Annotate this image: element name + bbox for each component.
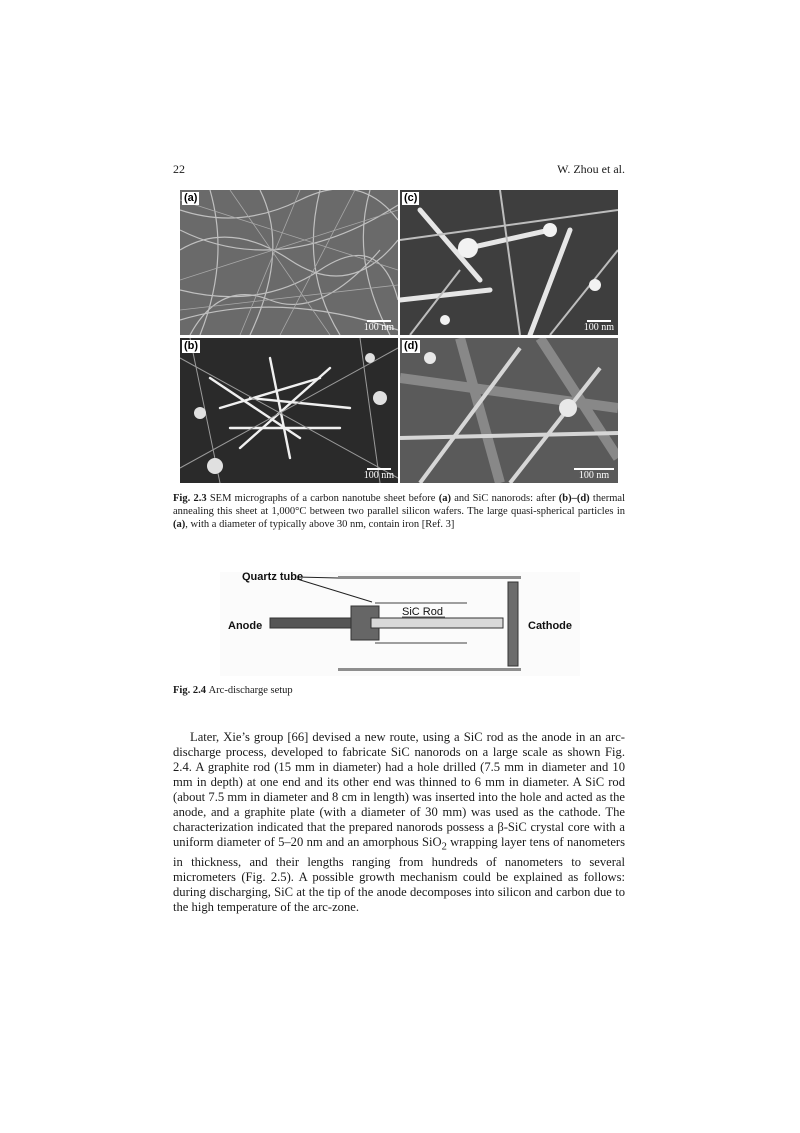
sem-panel-a bbox=[180, 190, 398, 335]
scale-bar-d: 100 nm bbox=[574, 468, 614, 481]
quartz-tube-top bbox=[338, 576, 521, 579]
sem-image-b bbox=[180, 338, 398, 483]
anode-rod bbox=[270, 618, 352, 628]
caption-ref: (a) bbox=[438, 493, 451, 504]
sem-image-d bbox=[400, 338, 618, 483]
caption-ref: (a) bbox=[173, 519, 186, 530]
subscript-2: 2 bbox=[441, 841, 447, 853]
panel-label-d: (d) bbox=[404, 340, 419, 352]
sic-rod bbox=[371, 618, 503, 628]
scale-bar-a: 100 nm bbox=[363, 322, 394, 333]
sem-panel-c bbox=[400, 190, 618, 335]
paragraph-text: Later, Xie’s group [66] devised a new route, using a SiC rod as the anode in an arc-discharge process, developed to fabricate SiC nanorods on a large scale as shown Fig. 2.4. A graphite rod (15 mm in diameter) had a hole drilled (7.5 mm in diameter and 10 mm in depth) at one end and its other end was thinned to 6 mm in diameter. A SiC rod (about 7.5 mm in diameter and 8 cm in length) was inserted into the hole and acted as the anode, and a graphite plate (with a diameter of 30 mm) was used as the cathode. The characterization indicated that the prepared nanorods possess a β-SiC crystal core with a uniform diameter of 5–20 nm and an amorphous SiO bbox=[173, 730, 625, 849]
caption-text: Arc-discharge setup bbox=[208, 685, 293, 696]
caption-ref: (b)–(d) bbox=[558, 493, 590, 504]
sem-image-a bbox=[180, 190, 398, 335]
caption-label-2-4: Fig. 2.4 bbox=[173, 685, 206, 696]
running-header-author: W. Zhou et al. bbox=[557, 162, 625, 176]
caption-text: thermal annealing this sheet at 1,000°C between two parallel silicon wafers. The large quasi-spherical particles in bbox=[173, 493, 626, 517]
scale-bar-b: 100 nm bbox=[363, 470, 394, 481]
label-sic-rod: SiC Rod bbox=[402, 606, 443, 618]
quartz-tube-bottom bbox=[338, 668, 521, 671]
cathode-plate bbox=[508, 582, 518, 666]
panel-label-a: (a) bbox=[184, 192, 198, 204]
label-quartz-tube: Quartz tube bbox=[242, 572, 304, 583]
scale-bar-c: 100 nm bbox=[583, 322, 614, 333]
caption-text: , with a diameter of typically above 30 nm, contain iron [Ref. 3] bbox=[185, 519, 455, 530]
caption-text: SEM micrographs of a carbon nanotube sheet before bbox=[209, 493, 439, 504]
label-cathode: Cathode bbox=[528, 620, 572, 632]
caption-label-2-3: Fig. 2.3 bbox=[173, 493, 207, 504]
figure-2-3-caption bbox=[173, 492, 625, 531]
page-number: 22 bbox=[173, 162, 185, 176]
sem-panel-b bbox=[180, 338, 398, 483]
panel-label-c: (c) bbox=[404, 192, 418, 204]
label-anode: Anode bbox=[228, 620, 263, 632]
paragraph-text: wrapping layer tens of nanometers in thickness, and their lengths ranging from hundreds of nanometers to several micrometers (Fig. 2.5). A possible growth mechanism could be explained as follows: during discharging, SiC at the tip of the anode decomposes into silicon and carbon due to the high temperature of the arc-zone. bbox=[173, 835, 625, 914]
panel-label-b: (b) bbox=[184, 340, 199, 352]
body-paragraph bbox=[173, 730, 625, 915]
caption-text: and SiC nanorods: after bbox=[450, 493, 559, 504]
figure-2-4-caption bbox=[173, 684, 625, 697]
arc-discharge-svg bbox=[220, 572, 580, 676]
arc-discharge-diagram bbox=[220, 572, 580, 676]
sem-image-c bbox=[400, 190, 618, 335]
sem-panel-d bbox=[400, 338, 618, 483]
